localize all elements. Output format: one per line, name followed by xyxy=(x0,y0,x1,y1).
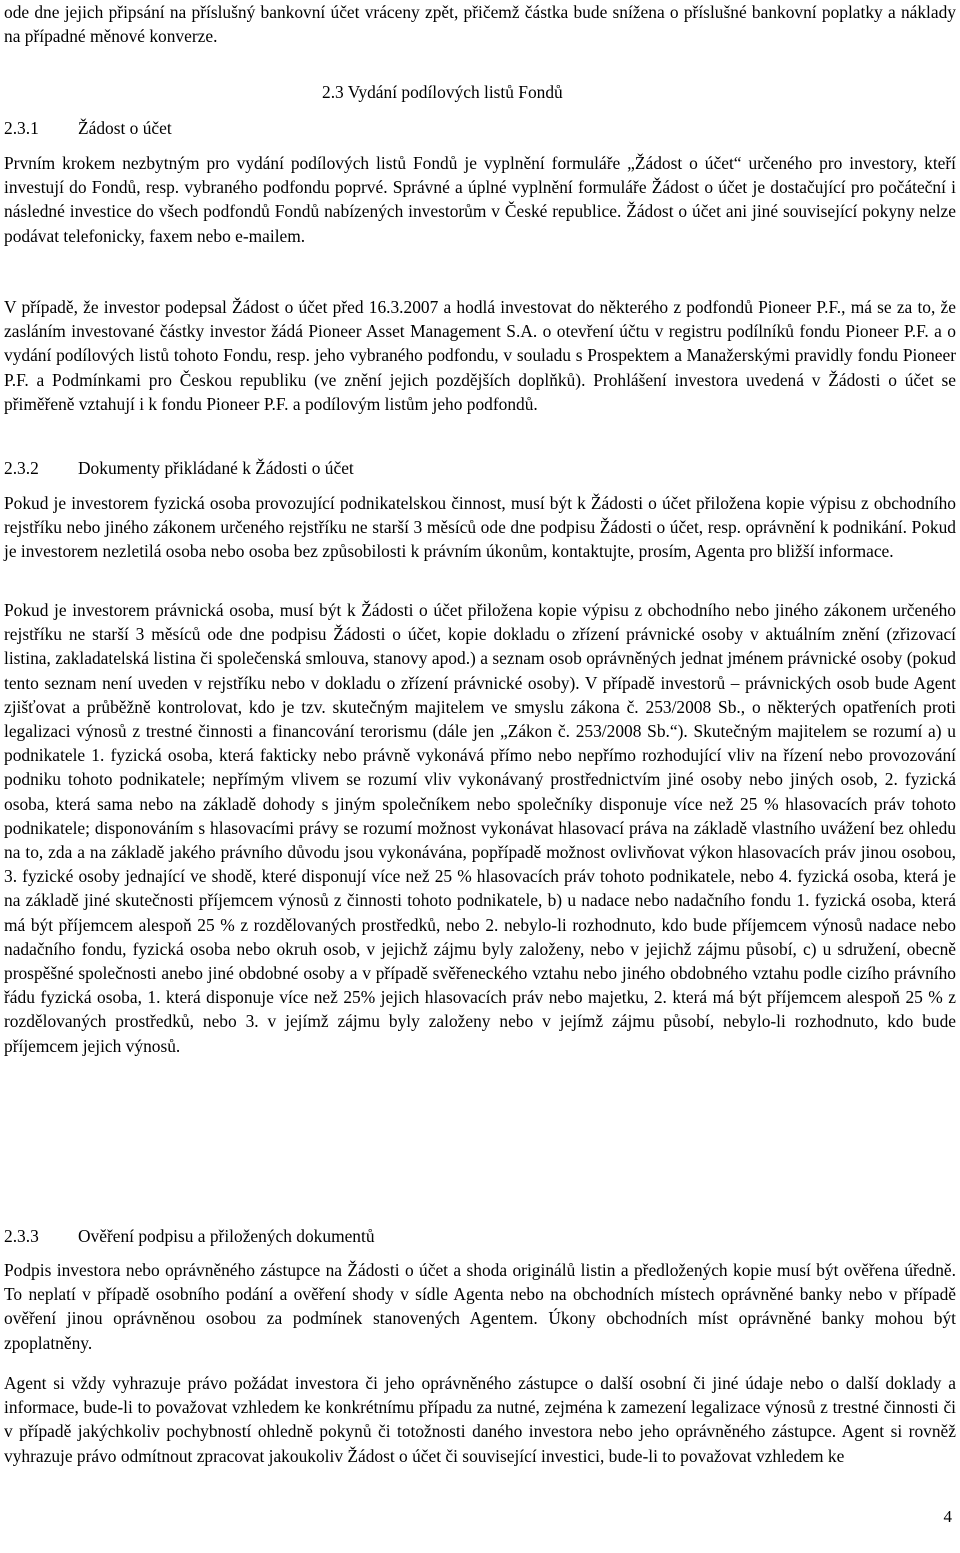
paragraph-zadost-1: Prvním krokem nezbytným pro vydání podílových listů Fondů je vyplnění formuláře „Žádost o účet“ určeného pro investory, kteří investují do Fondů, resp. vybraného podfondu poprvé. Správné a úplné vyplnění formuláře Žádost o účet je dostačující pro počáteční i následné investice do všech podfondů Fondů nabízených investorům v České republice. Žádost o účet ani jiné související pokyny nelze podávat telefonicky, faxem nebo e-mailem. xyxy=(4,153,956,246)
subsection-heading-2-3-3 xyxy=(4,1224,375,1248)
subsection-heading-2-3-2 xyxy=(4,456,354,480)
paragraph-overeni-2: Agent si vždy vyhrazuje právo požádat investora či jeho oprávněného zástupce o další osobní či jiné údaje nebo o další doklady a informace, bude-li to považovat vzhledem ke konkrétnímu případu za nutné, zejména k zamezení legalizace výnosů z trestné činnosti či v případě jakýchkoliv pochybností ohledně pokynů či totožnosti daného investora nebo jeho oprávněného zástupce. Agent si rovněž vyhrazuje právo odmítnout zpracovat jakoukoliv Žádost o účet či související investici, bude-li to považovat vzhledem ke xyxy=(4,1373,956,1466)
paragraph-zadost-2: V případě, že investor podepsal Žádost o účet před 16.3.2007 a hodlá investovat do některého z podfondů Pioneer P.F., má se za to, že zasláním investované částky investor žádá Pioneer Asset Management S.A. o otevření účtu v registru podílníků fondu Pioneer P.F. a o vydání podílových listů tohoto Fondu, resp. jeho vybraného podfondu, v souladu s Prospektem a Manažerskými pravidly fondu Pioneer P.F. a Podmínkami pro Českou republiku (ve znění jejich pozdějších doplňků). Prohlášení investora uvedená v Žádosti o účet se přiměřeně vztahují i k fondu Pioneer P.F. a podílovým listům jeho podfondů. xyxy=(4,297,956,414)
paragraph-dokumenty-1: Pokud je investorem fyzická osoba provozující podnikatelskou činnost, musí být k Žádosti o účet přiložena kopie výpisu z obchodního rejstříku nebo jiného zákonem určeného rejstříku ne starší 3 měsíců ode dne podpisu Žádosti o účet, resp. oprávnění k podnikání. Pokud je investorem nezletilá osoba nebo osoba bez způsobilosti k právním úkonům, kontaktujte, prosím, Agenta pro bližší informace. xyxy=(4,493,956,562)
paragraph-dokumenty-2: Pokud je investorem právnická osoba, musí být k Žádosti o účet přiložena kopie výpisu z obchodního nebo jiného zákonem určeného rejstříku ne starší 3 měsíců ode dne podpisu Žádosti o účet, kopie dokladu o zřízení právnické osoby v aktuálním znění (zřizovací listina, zakladatelská listina či společenská smlouva, stanovy apod.) a seznam osob oprávněných jednat jménem právnické osoby (pokud tento seznam není uveden v rejstříku nebo v dokladu o zřízení právnické osoby). V případě investorů – právnických osob bude Agent zjišťovat a průběžně kontrolovat, kdo je tzv. skutečným majitelem ve smyslu zákona č. 253/2008 Sb., o některých opatřeních proti legalizaci výnosů z trestné činnosti a financování terorismu (dále jen „Zákon č. 253/2008 Sb.“). Skutečným majitelem se rozumí a) u podnikatele 1. fyzická osoba, která fakticky nebo právně vykonává přímo nebo nepřímo rozhodující vliv na řízení nebo provozování podniku tohoto podnikatele; nepřímým vlivem se rozumí vliv vykonávaný prostřednictvím jiné osoby nebo jiných osob, 2. fyzická osoba, která sama nebo na základě dohody s jiným společníkem nebo společníky disponuje více než 25 % hlasovacích práv tohoto podnikatele; disponováním s hlasovacími právy se rozumí možnost vykonávat hlasovací práva na základě vlastního uvážení bez ohledu na to, zda a na základě jakého právního důvodu jsou vykonávána, popřípadě možnost ovlivňovat výkon hlasovacích práv jinou osobou, 3. fyzické osoby jednající ve shodě, které disponují více než 25 % hlasovacích práv tohoto podnikatele, nebo 4. fyzická osoba, která je na základě jiné skutečnosti příjemcem výnosů z činnosti tohoto podnikatele, b) u nadace nebo nadačního fondu 1. fyzická osoba, která má být příjemcem alespoň 25 % z rozdělovaných prostředků, nebo 2. nebylo-li rozhodnuto, kdo bude příjemcem výnosů nadace nebo nadačního fondu, fyzická osoba nebo okruh osob, v jejichž zájmu byly založeny, nebo v jejichž zájmu působí, c) u sdružení, obecně prospěšné společnosti anebo jiné obdobné osoby a v případě svěřeneckého vztahu nebo jiného obdobného vztahu podle cizího právního řádu fyzická osoba, 1. která disponuje více než 25% jejich hlasovacích práv nebo majetku, 2. která má být příjemcem alespoň 25 % z rozdělovaných prostředků, nebo 3. v jejímž zájmu byly založeny nebo v jejímž zájmu působí, nebylo-li rozhodnuto, kdo bude příjemcem jejich výnosů. xyxy=(4,600,956,1056)
subsection-number: 2.3.1 xyxy=(4,118,39,138)
subsection-title: Žádost o účet xyxy=(78,118,172,138)
page-number: 4 xyxy=(943,1507,952,1526)
section-heading: 2.3 Vydání podílových listů Fondů xyxy=(322,82,563,102)
subsection-title: Ověření podpisu a přiložených dokumentů xyxy=(78,1226,375,1246)
subsection-title: Dokumenty přikládané k Žádosti o účet xyxy=(78,458,354,478)
paragraph-overeni-1: Podpis investora nebo oprávněného zástupce na Žádosti o účet a shoda originálů listin a předložených kopie musí být ověřena úředně. To neplatí v případě osobního podání a ověření shody v sídle Agenta nebo na obchodních místech oprávněné banky nebo v případě ověření jinou oprávněnou osobou za podmínek stanovených Agentem. Úkony obchodních míst oprávněné banky mohou být zpoplatněny. xyxy=(4,1260,956,1353)
subsection-number: 2.3.2 xyxy=(4,458,39,478)
intro-paragraph: ode dne jejich připsání na příslušný bankovní účet vráceny zpět, přičemž částka bude snížena o příslušné bankovní poplatky a náklady na případné měnové konverze. xyxy=(4,2,956,47)
subsection-number: 2.3.3 xyxy=(4,1226,39,1246)
subsection-heading-2-3-1 xyxy=(4,116,172,140)
